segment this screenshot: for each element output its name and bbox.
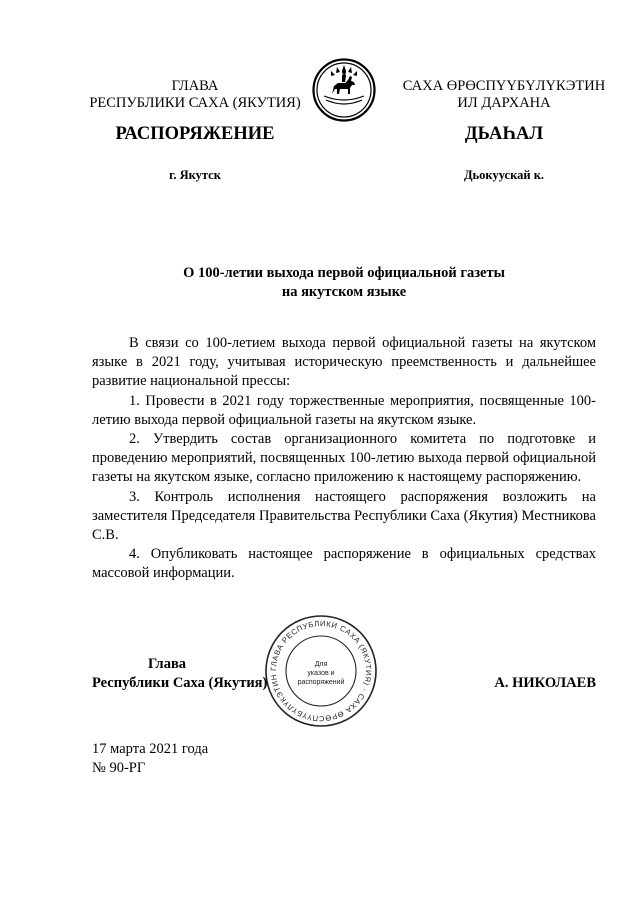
document-number: № 90-РГ xyxy=(92,760,146,776)
place-ru: г. Якутск xyxy=(169,168,221,182)
signature-title xyxy=(92,655,282,693)
document-title xyxy=(92,264,596,302)
header-left-line2: РЕСПУБЛИКИ САХА (ЯКУТИЯ) xyxy=(89,95,301,111)
body-preamble: В связи со 100-летием выхода первой официальной газеты на якутском языке в 2021 году, учитывая историческую преемственность и дальнейшее развитие национальной прессы: xyxy=(92,335,596,390)
signatory-name: А. НИКОЛАЕВ xyxy=(494,675,596,691)
document-date: 17 марта 2021 года xyxy=(92,741,209,757)
header-right xyxy=(380,78,628,112)
stamp-center-line3: распоряжений xyxy=(297,679,345,686)
body-item-2: 2. Утвердить состав организационного комитета по подготовке и проведению мероприятий, посвященных 100-летию выхода первой официальной газеты на якутском языке, согласно приложению к настоящему распоряжению. xyxy=(92,431,596,486)
stamp-center-line2: указов и xyxy=(307,670,335,677)
header-left xyxy=(80,78,310,112)
stamp-center-line1: Для xyxy=(314,661,328,668)
body-item-3: 3. Контроль исполнения настоящего распоряжения возложить на заместителя Председателя Правительства Республики Саха (Якутия) Местникова С.В. xyxy=(92,488,596,544)
stamp-ring-text: ГЛАВА РЕСПУБЛИКИ САХА (ЯКУТИЯ) · САХА ӨРӨСПҮҮБҮЛҮКЭТИН xyxy=(268,618,374,724)
official-stamp xyxy=(262,612,380,730)
document-title-line1: О 100-летии выхода первой официальной газеты xyxy=(183,265,505,281)
body-item-1: 1. Провести в 2021 году торжественные мероприятия, посвященные 100-летию выхода первой официальной газеты на якутском языке. xyxy=(92,392,596,428)
document-body xyxy=(92,334,596,584)
body-item-4: 4. Опубликовать настоящее распоряжение в официальных средствах массовой информации. xyxy=(92,546,596,582)
header-left-line1: ГЛАВА xyxy=(171,78,219,94)
header-right-line2: ИЛ ДАРХАНА xyxy=(457,95,551,111)
coat-of-arms-icon xyxy=(312,58,376,122)
place-sah: Дьокуускай к. xyxy=(463,168,545,182)
header-right-line1: САХА ӨРӨСПҮҮБҮЛҮКЭТИН xyxy=(402,78,606,94)
signature-title-line2: Республики Саха (Якутия) xyxy=(92,675,268,691)
document-title-line2: на якутском языке xyxy=(281,284,407,300)
doc-type-sah: ДЬАҺАЛ xyxy=(464,124,544,144)
doc-type-ru: РАСПОРЯЖЕНИЕ xyxy=(115,124,275,144)
document-footer xyxy=(92,740,392,778)
signature-title-line1: Глава xyxy=(147,656,187,672)
